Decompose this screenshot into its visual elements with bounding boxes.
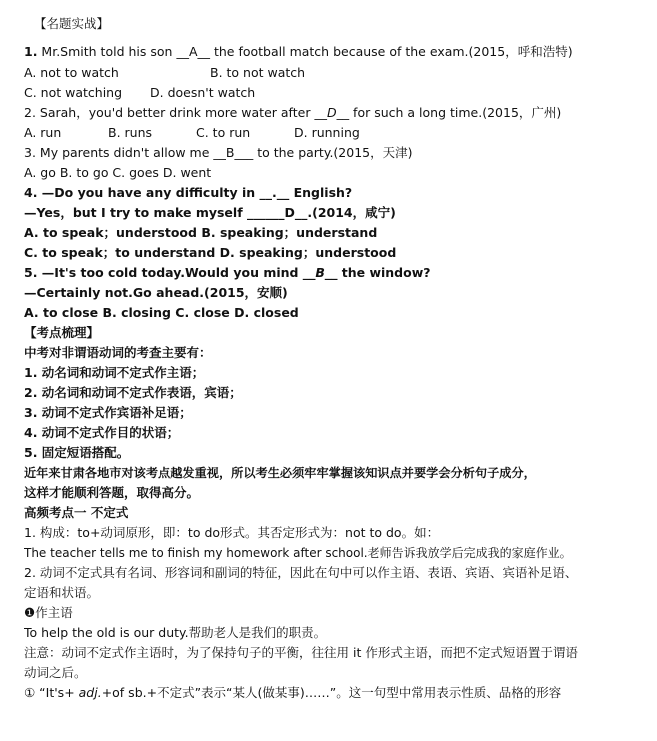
answer-blank: __D__: [314, 105, 350, 120]
topic-title: 高频考点一 不定式: [24, 505, 129, 520]
question-2: 2. Sarah，you'd better drink more water after __D__ for such a long time.(2015，广州): [24, 105, 562, 120]
question-1-options-ab: A. not to watch B. to not watch: [24, 65, 306, 80]
answer-blank: __B__: [302, 265, 338, 280]
question-4-options-ab: A. to speak；understood B. speaking；understand: [24, 225, 378, 240]
topic-paragraph: 1. 构成：to+动词原形，即：to do形式。其否定形式为：not to do。如：: [24, 525, 440, 540]
review-item: 3. 动词不定式作宾语补足语；: [24, 405, 192, 420]
review-title: 【考点梳理】: [24, 325, 100, 340]
review-item: 4. 动词不定式作目的状语；: [24, 425, 180, 440]
answer-blank: __A__: [176, 44, 210, 59]
subsection-heading: ❶作主语: [24, 605, 73, 620]
review-item: 1. 动名词和动词不定式作主语；: [24, 365, 205, 380]
circled-number-icon: ❶: [24, 605, 36, 620]
question-5-options: A. to close B. closing C. close D. closed: [24, 305, 299, 320]
question-3: 3. My parents didn't allow me __B___ to the party.(2015，天津): [24, 145, 413, 160]
question-1: 1. Mr.Smith told his son __A__ the football match because of the exam.(2015，呼和浩特): [24, 44, 573, 59]
question-4-reply: —Yes，but I try to make myself ______D__.(2014，咸宁): [24, 205, 396, 220]
question-1-options-cd: C. not watching D. doesn't watch: [24, 85, 256, 100]
review-intro: 中考对非谓语动词的考查主要有：: [24, 345, 212, 360]
review-note: 近年来甘肃各地市对该考点越发重视，所以考生必须牢牢掌握该知识点并要学会分析句子成分，: [24, 466, 536, 480]
review-item: 5. 固定短语搭配。: [24, 445, 130, 460]
question-2-options: A. run B. runs C. to run D. running: [24, 125, 360, 140]
question-3-options: A. go B. to go C. goes D. went: [24, 165, 212, 180]
review-note-cont: 这样才能顺利答题，取得高分。: [24, 485, 200, 500]
review-item: 2. 动名词和动词不定式作表语，宾语；: [24, 385, 242, 400]
question-5-reply: —Certainly not.Go ahead.(2015，安顺): [24, 285, 288, 300]
question-4: 4. —Do you have any difficulty in __.__ English?: [24, 185, 353, 200]
topic-paragraph: 2. 动词不定式具有名词、形容词和副词的特征，因此在句中可以作主语、表语、宾语、宾语补足语、: [24, 565, 578, 580]
example-sentence: To help the old is our duty.帮助老人是我们的职责。: [24, 625, 327, 640]
note-paragraph-cont: 动词之后。: [24, 665, 87, 680]
note-paragraph: 注意：动词不定式作主语时，为了保持句子的平衡，往往用 it 作形式主语，而把不定式短语置于谓语: [24, 645, 578, 660]
question-5: 5. —It's too cold today.Would you mind __B__ the window?: [24, 265, 431, 280]
topic-paragraph-cont: 定语和状语。: [24, 585, 100, 600]
section-title: 【名题实战】: [34, 16, 110, 31]
question-4-options-cd: C. to speak；to understand D. speaking；understood: [24, 245, 397, 260]
example-sentence: The teacher tells me to finish my homework after school.老师告诉我放学后完成我的家庭作业。: [24, 546, 572, 560]
pattern-paragraph: ① “It's+ adj.+of sb.+不定式”表示“某人(做某事)……”。这一句型中常用表示性质、品格的形容: [24, 685, 562, 700]
